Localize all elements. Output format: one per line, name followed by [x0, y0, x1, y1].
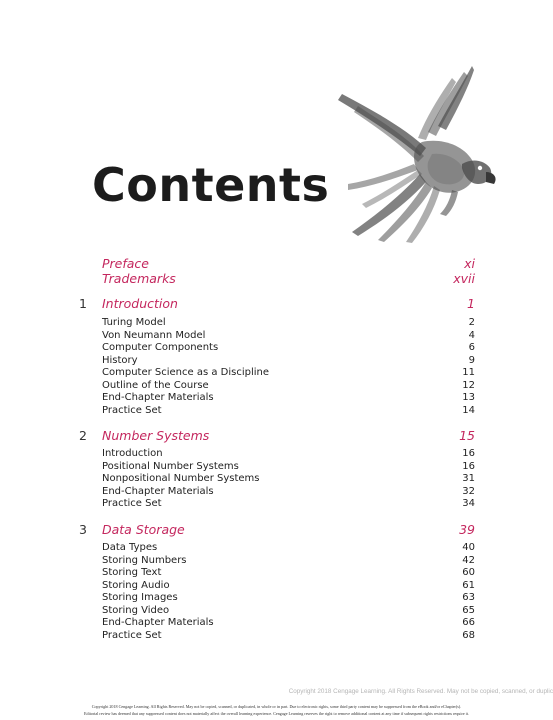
- section-page: 66: [462, 617, 475, 628]
- section-label: Von Neumann Model: [102, 329, 206, 341]
- section-label: Storing Video: [102, 604, 170, 616]
- section-page: 16: [462, 460, 475, 472]
- section-label: History: [102, 354, 138, 366]
- section-label: Introduction: [102, 448, 163, 459]
- chapter-number: 2: [79, 428, 87, 443]
- section-page: 68: [462, 629, 475, 641]
- section-label: Outline of the Course: [102, 379, 209, 391]
- section-label: End-Chapter Materials: [102, 485, 214, 497]
- section-page: 14: [462, 404, 475, 416]
- section-label: End-Chapter Materials: [102, 392, 214, 403]
- chapter-title: Introduction: [102, 296, 178, 311]
- toc-section[interactable]: [0, 630, 553, 644]
- copyright-watermark: Copyright 2018 Cengage Learning. All Rights Reserved. May not be copied, scanned, or duplic: [288, 688, 553, 695]
- section-label: Data Types: [102, 542, 158, 553]
- copyright-line-1: Copyright 2018 Cengage Learning. All Rights Reserved. May not be copied, scanned, or duplicated, in whole or in part. Due to electronic rights, some third party content may be suppressed from the eBook and/or eChapter(s).: [91, 704, 462, 709]
- section-page: 13: [462, 392, 475, 403]
- section-page: 9: [468, 354, 475, 366]
- chapter-page: 1: [467, 296, 475, 311]
- chapter-page: 15: [459, 428, 475, 443]
- chapter-title: Number Systems: [102, 428, 210, 443]
- section-page: 42: [462, 554, 475, 566]
- section-label: Positional Number Systems: [102, 460, 239, 472]
- section-label: Turing Model: [102, 317, 166, 328]
- section-label: Storing Numbers: [102, 554, 187, 566]
- section-label: Nonpositional Number Systems: [102, 473, 260, 484]
- section-page: 6: [468, 342, 475, 353]
- toc-chapter-3[interactable]: [0, 522, 553, 536]
- toc-entry-page: xi: [464, 256, 475, 271]
- copyright-line-2: Editorial review has deemed that any suppressed content does not materially affect the overall learning experience. Cengage Learning reserves the right to remove additional content at any time if subsequent rights restrictions require it.: [84, 711, 469, 716]
- section-label: Storing Images: [102, 592, 178, 603]
- chapter-number: 1: [79, 296, 87, 311]
- chapter-title: Data Storage: [102, 522, 185, 537]
- section-label: End-Chapter Materials: [102, 617, 214, 628]
- toc-chapter-1[interactable]: [0, 296, 553, 310]
- section-label: Practice Set: [102, 404, 162, 416]
- toc-entry-label: Trademarks: [102, 271, 176, 286]
- section-page: 65: [462, 604, 475, 616]
- toc-section[interactable]: [0, 498, 553, 512]
- section-label: Practice Set: [102, 498, 162, 509]
- section-page: 12: [462, 379, 475, 391]
- section-page: 60: [462, 567, 475, 578]
- section-label: Practice Set: [102, 629, 162, 641]
- parrot-illustration: [322, 64, 522, 244]
- chapter-number: 3: [79, 522, 87, 537]
- section-page: 32: [462, 485, 475, 497]
- toc-entry-preface[interactable]: [0, 256, 553, 270]
- section-page: 61: [462, 579, 475, 591]
- toc-section[interactable]: [0, 405, 553, 419]
- toc-chapter-2[interactable]: [0, 428, 553, 442]
- section-label: Computer Science as a Discipline: [102, 367, 270, 378]
- section-page: 40: [462, 542, 475, 553]
- section-label: Computer Components: [102, 342, 219, 353]
- section-page: 11: [462, 367, 475, 378]
- toc-entry-page: xvii: [453, 271, 475, 286]
- toc-entry-trademarks[interactable]: [0, 271, 553, 285]
- page-title: Contents: [92, 158, 330, 212]
- section-page: 2: [468, 317, 475, 328]
- chapter-page: 39: [459, 522, 475, 537]
- section-page: 34: [462, 498, 475, 509]
- section-page: 4: [468, 329, 475, 341]
- section-page: 63: [462, 592, 475, 603]
- section-page: 31: [462, 473, 475, 484]
- section-label: Storing Text: [102, 567, 162, 578]
- section-page: 16: [462, 448, 475, 459]
- toc-entry-label: Preface: [102, 256, 149, 271]
- section-label: Storing Audio: [102, 579, 170, 591]
